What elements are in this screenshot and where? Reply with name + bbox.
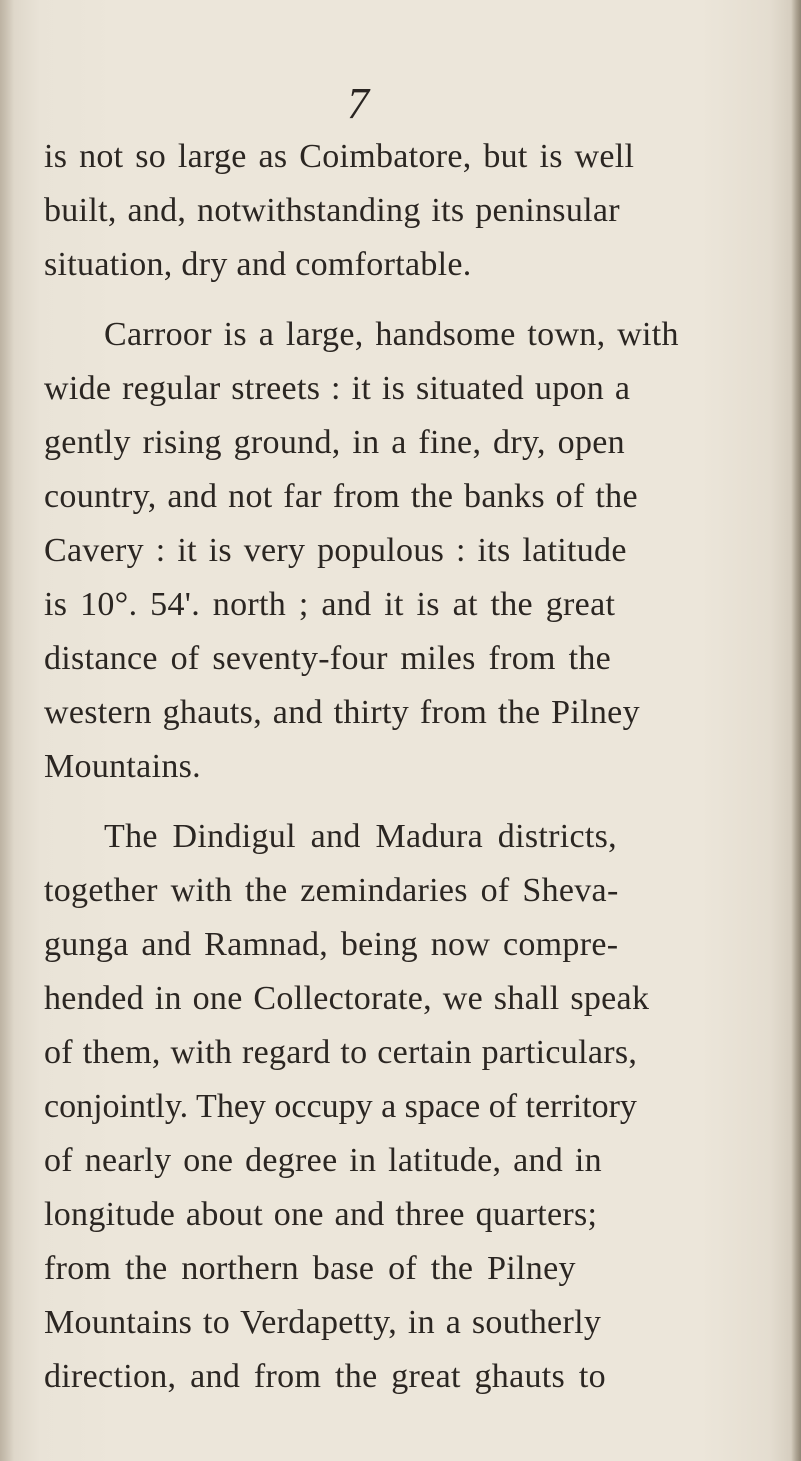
text-line: conjointly. They occupy a space of territory <box>44 1088 637 1125</box>
text-line: is not so large as Coimbatore, but is well <box>44 138 635 175</box>
text-line: country, and not far from the banks of the <box>44 478 638 515</box>
text-line: from the northern base of the Pilney <box>44 1250 576 1287</box>
text-line: situation, dry and comfortable. <box>44 246 472 283</box>
text-line: built, and, notwithstanding its peninsular <box>44 192 620 229</box>
text-line: direction, and from the great ghauts to <box>44 1358 606 1395</box>
text-line: Mountains to Verdapetty, in a southerly <box>44 1304 602 1341</box>
text-line: The Dindigul and Madura districts, <box>104 818 617 855</box>
text-line: distance of seventy-four miles from the <box>44 640 612 677</box>
text-line: Carroor is a large, handsome town, with <box>104 316 679 353</box>
text-line: is 10°. 54'. north ; and it is at the great <box>44 586 616 623</box>
text-line: gunga and Ramnad, being now compre- <box>44 926 619 963</box>
text-line: together with the zemindaries of Sheva- <box>44 872 619 909</box>
text-line: longitude about one and three quarters; <box>44 1196 598 1233</box>
text-line: Mountains. <box>44 748 201 785</box>
text-line: of nearly one degree in latitude, and in <box>44 1142 602 1179</box>
text-line: gently rising ground, in a fine, dry, open <box>44 424 625 461</box>
text-line: of them, with regard to certain particulars, <box>44 1034 638 1071</box>
text-line: western ghauts, and thirty from the Pilney <box>44 694 640 731</box>
text-line: wide regular streets : it is situated upon a <box>44 370 631 407</box>
page-number: 7 <box>347 79 369 128</box>
text-line: Cavery : it is very populous : its latitude <box>44 532 627 569</box>
text-line: hended in one Collectorate, we shall speak <box>44 980 650 1017</box>
